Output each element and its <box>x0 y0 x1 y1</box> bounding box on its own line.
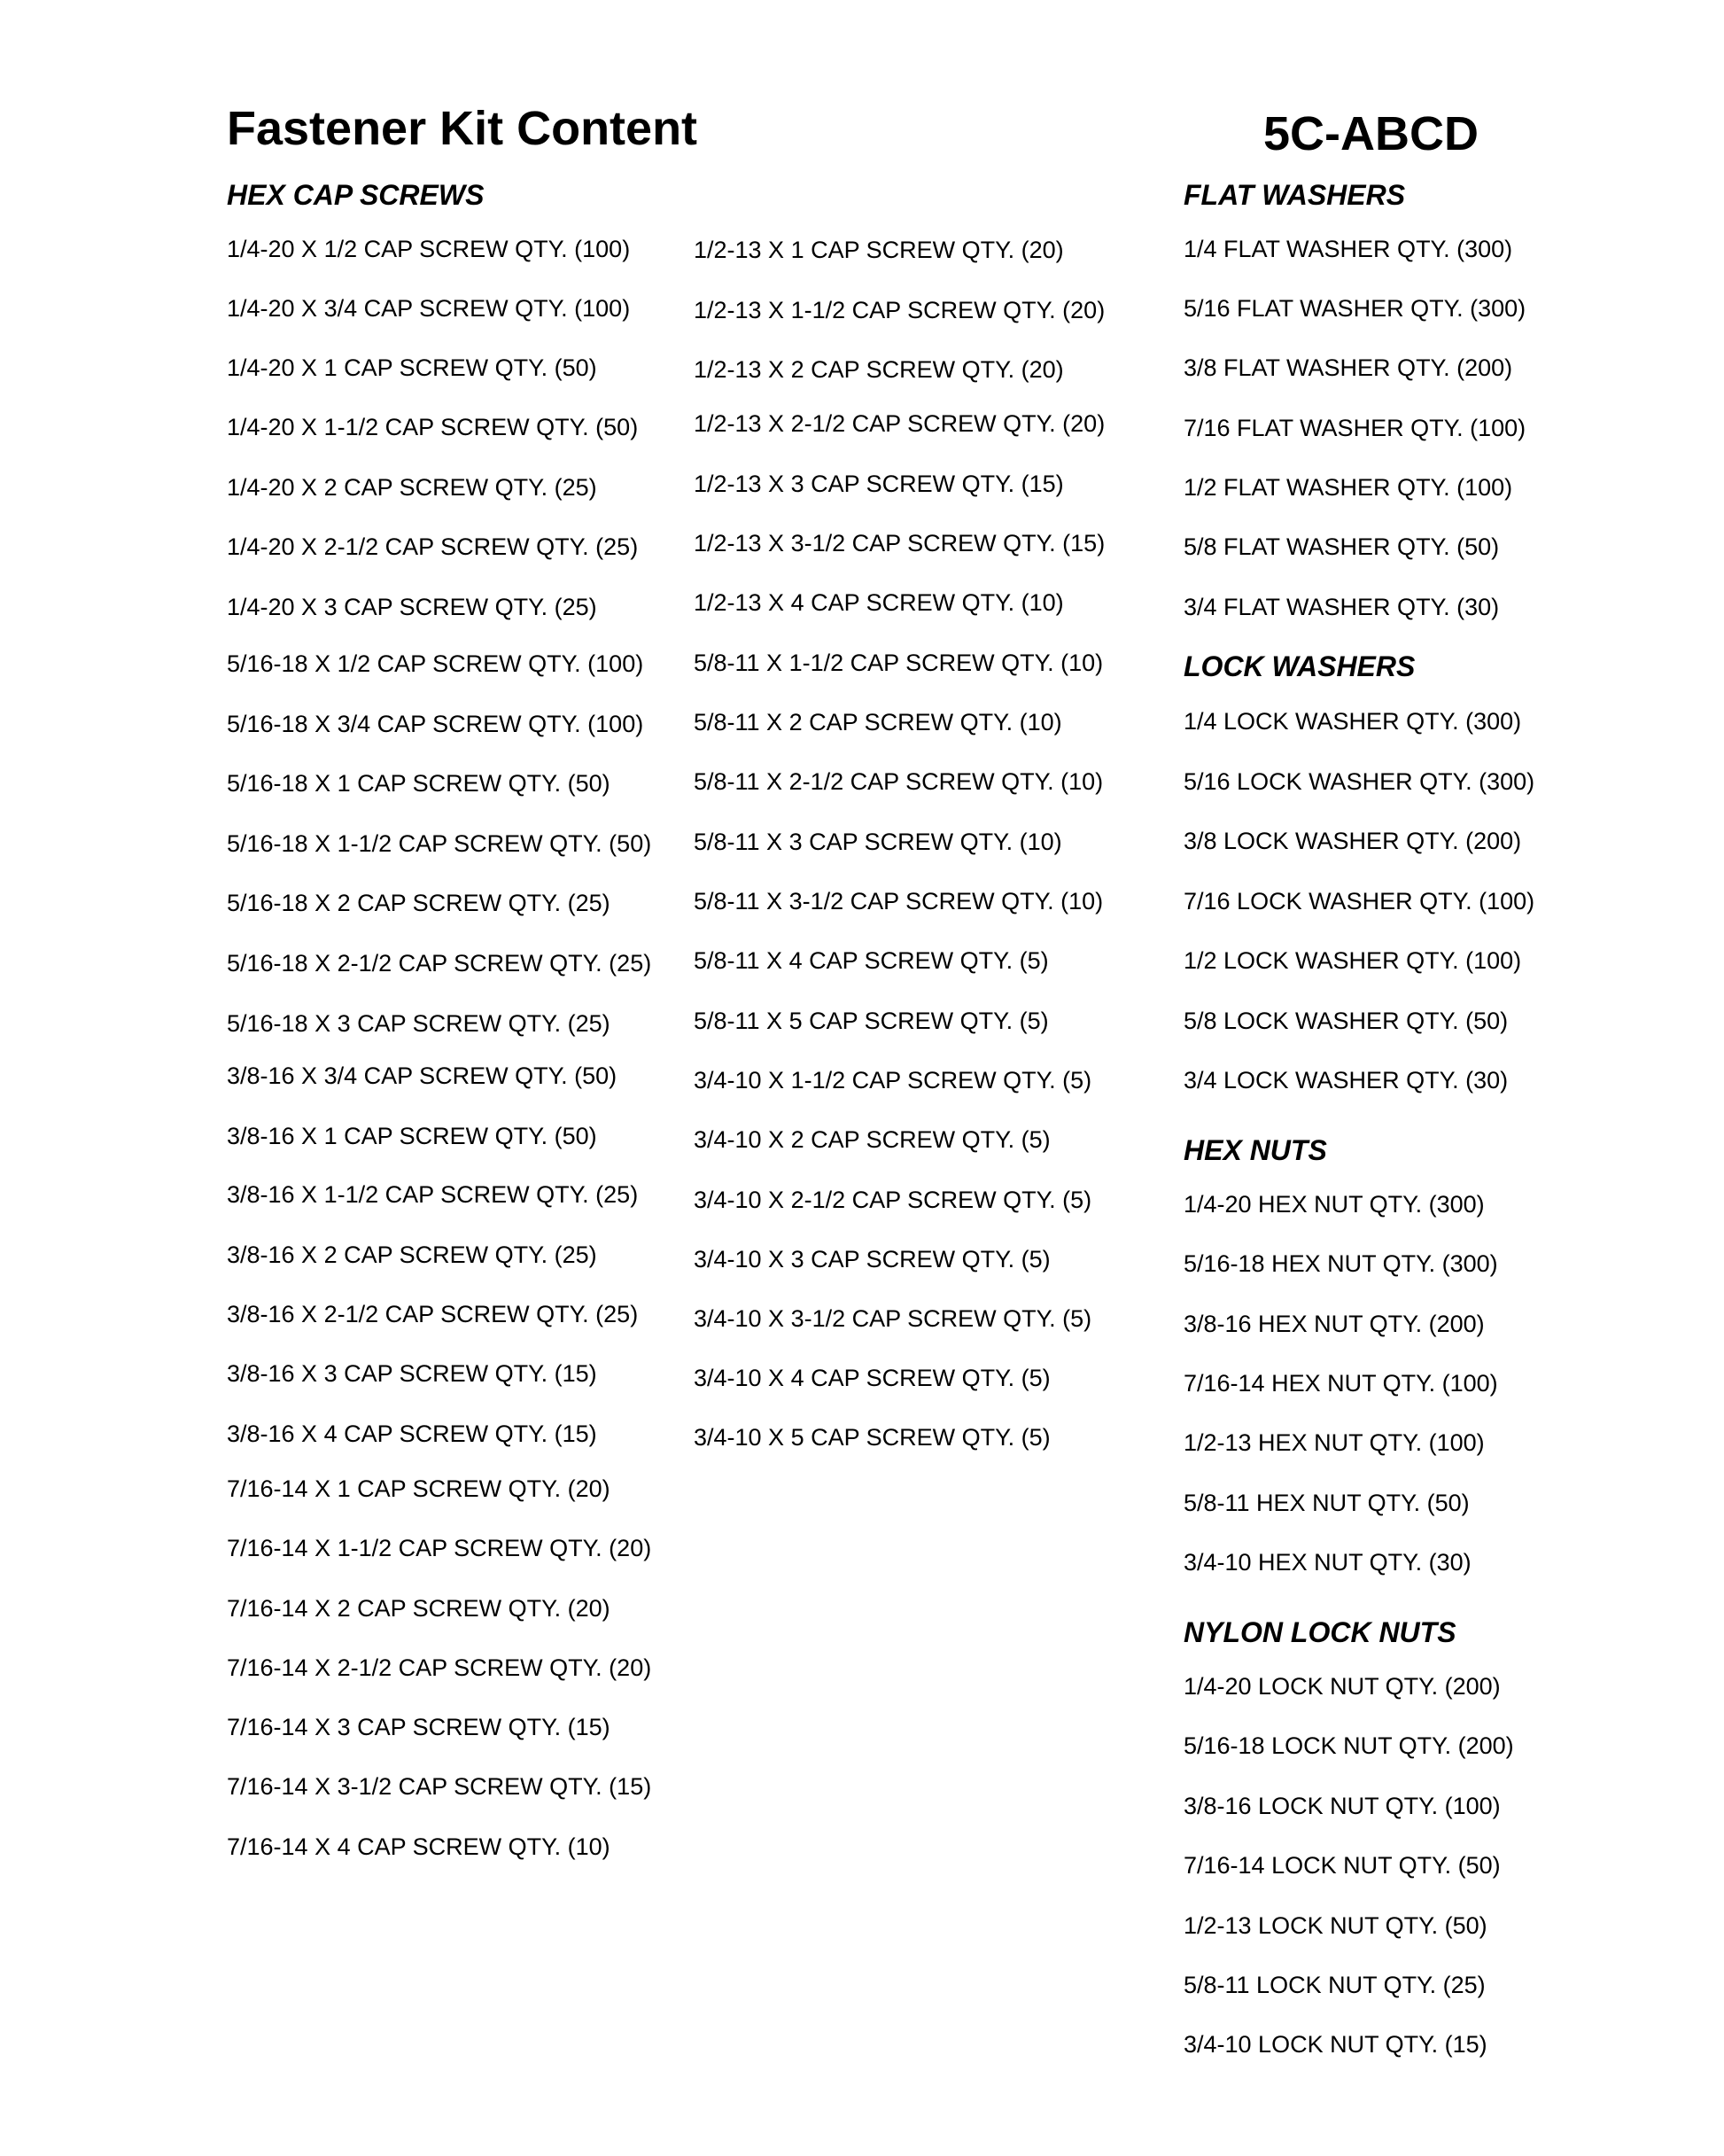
list-item: 1/2-13 X 3 CAP SCREW QTY. (15) <box>694 471 1064 497</box>
list-item: 1/2-13 X 4 CAP SCREW QTY. (10) <box>694 589 1064 616</box>
list-item: 5/16-18 X 3 CAP SCREW QTY. (25) <box>227 1010 610 1037</box>
list-item: 3/8 FLAT WASHER QTY. (200) <box>1184 354 1513 381</box>
list-item: 1/2 FLAT WASHER QTY. (100) <box>1184 474 1513 501</box>
list-item: 1/2-13 X 3-1/2 CAP SCREW QTY. (15) <box>694 530 1106 557</box>
list-item: 5/8-11 X 4 CAP SCREW QTY. (5) <box>694 947 1049 974</box>
list-item: 3/4-10 X 2-1/2 CAP SCREW QTY. (5) <box>694 1187 1092 1213</box>
list-item: 3/4-10 X 3 CAP SCREW QTY. (5) <box>694 1246 1051 1273</box>
section-heading-hex-nuts: HEX NUTS <box>1184 1134 1327 1166</box>
list-item: 1/4-20 X 3 CAP SCREW QTY. (25) <box>227 594 597 620</box>
list-item: 7/16-14 X 1-1/2 CAP SCREW QTY. (20) <box>227 1535 652 1561</box>
list-item: 3/8-16 X 3/4 CAP SCREW QTY. (50) <box>227 1062 617 1089</box>
section-heading-hex-cap-screws: HEX CAP SCREWS <box>227 179 485 211</box>
section-heading-lock-washers: LOCK WASHERS <box>1184 650 1416 682</box>
list-item: 1/2-13 X 2-1/2 CAP SCREW QTY. (20) <box>694 410 1106 437</box>
list-item: 3/8-16 LOCK NUT QTY. (100) <box>1184 1793 1501 1819</box>
list-item: 3/4 LOCK WASHER QTY. (30) <box>1184 1067 1509 1094</box>
list-item: 3/4-10 LOCK NUT QTY. (15) <box>1184 2031 1487 2058</box>
list-item: 5/16 LOCK WASHER QTY. (300) <box>1184 768 1535 795</box>
list-item: 3/4-10 X 3-1/2 CAP SCREW QTY. (5) <box>694 1305 1092 1332</box>
list-item: 5/16-18 LOCK NUT QTY. (200) <box>1184 1732 1514 1759</box>
list-item: 5/8 LOCK WASHER QTY. (50) <box>1184 1008 1509 1034</box>
list-item: 1/2-13 X 2 CAP SCREW QTY. (20) <box>694 356 1064 383</box>
section-heading-nylon-lock-nuts: NYLON LOCK NUTS <box>1184 1616 1456 1648</box>
list-item: 5/8-11 X 5 CAP SCREW QTY. (5) <box>694 1008 1049 1034</box>
list-item: 5/8 FLAT WASHER QTY. (50) <box>1184 533 1500 560</box>
list-item: 3/8-16 X 2-1/2 CAP SCREW QTY. (25) <box>227 1301 639 1327</box>
list-item: 5/16-18 X 1-1/2 CAP SCREW QTY. (50) <box>227 830 652 857</box>
list-item: 7/16-14 X 3 CAP SCREW QTY. (15) <box>227 1714 610 1740</box>
section-heading-flat-washers: FLAT WASHERS <box>1184 179 1406 211</box>
list-item: 1/4-20 X 3/4 CAP SCREW QTY. (100) <box>227 295 631 322</box>
list-item: 7/16 FLAT WASHER QTY. (100) <box>1184 415 1526 441</box>
list-item: 5/8-11 X 3 CAP SCREW QTY. (10) <box>694 829 1062 855</box>
list-item: 1/4-20 X 1 CAP SCREW QTY. (50) <box>227 354 597 381</box>
list-item: 5/16-18 X 2-1/2 CAP SCREW QTY. (25) <box>227 950 652 977</box>
list-item: 3/8 LOCK WASHER QTY. (200) <box>1184 828 1522 854</box>
list-item: 5/16 FLAT WASHER QTY. (300) <box>1184 295 1526 322</box>
list-item: 3/8-16 X 3 CAP SCREW QTY. (15) <box>227 1360 597 1387</box>
list-item: 3/8-16 X 2 CAP SCREW QTY. (25) <box>227 1241 597 1268</box>
list-item: 1/4-20 X 2-1/2 CAP SCREW QTY. (25) <box>227 533 639 560</box>
list-item: 1/4-20 HEX NUT QTY. (300) <box>1184 1191 1485 1218</box>
list-item: 1/2-13 HEX NUT QTY. (100) <box>1184 1429 1485 1456</box>
list-item: 5/8-11 X 2 CAP SCREW QTY. (10) <box>694 709 1062 736</box>
list-item: 7/16 LOCK WASHER QTY. (100) <box>1184 888 1535 915</box>
list-item: 1/4-20 X 1-1/2 CAP SCREW QTY. (50) <box>227 414 639 440</box>
list-item: 3/4-10 HEX NUT QTY. (30) <box>1184 1549 1472 1576</box>
kit-code: 5C-ABCD <box>1263 107 1479 160</box>
list-item: 5/8-11 X 1-1/2 CAP SCREW QTY. (10) <box>694 650 1104 676</box>
list-item: 3/8-16 X 4 CAP SCREW QTY. (15) <box>227 1420 597 1447</box>
list-item: 7/16-14 LOCK NUT QTY. (50) <box>1184 1852 1501 1879</box>
list-item: 7/16-14 X 3-1/2 CAP SCREW QTY. (15) <box>227 1773 652 1800</box>
list-item: 1/4-20 LOCK NUT QTY. (200) <box>1184 1673 1501 1700</box>
list-item: 3/4-10 X 5 CAP SCREW QTY. (5) <box>694 1424 1051 1451</box>
list-item: 3/4-10 X 4 CAP SCREW QTY. (5) <box>694 1365 1051 1391</box>
list-item: 5/16-18 X 3/4 CAP SCREW QTY. (100) <box>227 711 644 737</box>
list-item: 1/4 LOCK WASHER QTY. (300) <box>1184 708 1522 735</box>
list-item: 1/2-13 X 1-1/2 CAP SCREW QTY. (20) <box>694 297 1106 323</box>
list-item: 5/8-11 X 3-1/2 CAP SCREW QTY. (10) <box>694 888 1104 915</box>
list-item: 7/16-14 X 2-1/2 CAP SCREW QTY. (20) <box>227 1654 652 1681</box>
list-item: 3/4 FLAT WASHER QTY. (30) <box>1184 594 1500 620</box>
page-title: Fastener Kit Content <box>227 102 698 155</box>
list-item: 1/4 FLAT WASHER QTY. (300) <box>1184 236 1513 262</box>
list-item: 3/8-16 X 1 CAP SCREW QTY. (50) <box>227 1123 597 1149</box>
list-item: 7/16-14 X 2 CAP SCREW QTY. (20) <box>227 1595 610 1622</box>
list-item: 5/16-18 X 2 CAP SCREW QTY. (25) <box>227 890 610 916</box>
list-item: 7/16-14 HEX NUT QTY. (100) <box>1184 1370 1498 1397</box>
list-item: 1/2-13 X 1 CAP SCREW QTY. (20) <box>694 237 1064 263</box>
list-item: 3/4-10 X 2 CAP SCREW QTY. (5) <box>694 1126 1051 1153</box>
list-item: 5/8-11 X 2-1/2 CAP SCREW QTY. (10) <box>694 768 1104 795</box>
list-item: 5/16-18 HEX NUT QTY. (300) <box>1184 1250 1498 1277</box>
list-item: 5/8-11 LOCK NUT QTY. (25) <box>1184 1972 1486 1998</box>
list-item: 3/8-16 HEX NUT QTY. (200) <box>1184 1311 1485 1337</box>
list-item: 5/16-18 X 1 CAP SCREW QTY. (50) <box>227 770 610 797</box>
list-item: 1/2-13 LOCK NUT QTY. (50) <box>1184 1912 1487 1939</box>
list-item: 1/2 LOCK WASHER QTY. (100) <box>1184 947 1522 974</box>
list-item: 1/4-20 X 2 CAP SCREW QTY. (25) <box>227 474 597 501</box>
list-item: 5/8-11 HEX NUT QTY. (50) <box>1184 1490 1470 1516</box>
list-item: 1/4-20 X 1/2 CAP SCREW QTY. (100) <box>227 236 631 262</box>
list-item: 3/8-16 X 1-1/2 CAP SCREW QTY. (25) <box>227 1181 639 1208</box>
list-item: 7/16-14 X 1 CAP SCREW QTY. (20) <box>227 1475 610 1502</box>
list-item: 7/16-14 X 4 CAP SCREW QTY. (10) <box>227 1833 610 1860</box>
list-item: 5/16-18 X 1/2 CAP SCREW QTY. (100) <box>227 650 644 677</box>
list-item: 3/4-10 X 1-1/2 CAP SCREW QTY. (5) <box>694 1067 1092 1094</box>
